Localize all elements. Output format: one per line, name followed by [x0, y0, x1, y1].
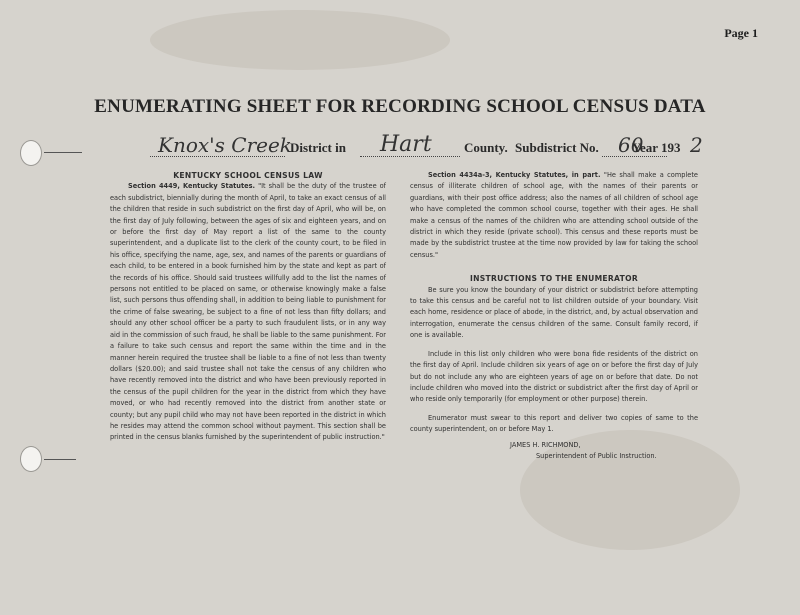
census-law-column	[110, 170, 386, 444]
instructions-paragraph-2: Include in this list only children who were bona fide residents of the district on the first day of April. Include children six years of age on or before the first day of July but do not include any who are eighteen years of age on or before that date. Do not include children who moved into the district or subdistrict after the first day of April or who reside only temporarily (for employment or other purpose) therein.	[410, 349, 698, 404]
section-4449-paragraph	[110, 181, 386, 443]
page-title: ENUMERATING SHEET FOR RECORDING SCHOOL CENSUS DATA	[94, 96, 706, 117]
district-line	[150, 134, 760, 162]
section-4434-lead: Section 4434a-3, Kentucky Statutes, in part.	[428, 171, 601, 179]
county-label: County.	[464, 140, 508, 155]
instructions-column	[410, 170, 698, 462]
section-4434-paragraph	[410, 170, 698, 261]
county-name-field[interactable]: Hart	[380, 132, 432, 157]
page-number: Page 1	[724, 26, 758, 40]
signature-title: Superintendent of Public Instruction.	[536, 451, 657, 460]
subdistrict-label: Subdistrict No.	[515, 140, 599, 155]
year-label: Year 193	[632, 140, 681, 155]
instructions-paragraph-3: Enumerator must swear to this report and deliver two copies of same to the county superintendent, on or before May 1.	[410, 413, 698, 434]
section-4449-body: "It shall be the duty of the trustee of each subdistrict, biennially during the month of April, to take an exact census of all the children that reside in such subdistrict on the first day of April, who will be, on the first day of July following, between the ages of six and eighteen years, and on or before the first day of May report a list of the same to the county superintendent, and a duplicate list to the clerk of the county court, to be filed in his office, specifying the name, age, sex, and names of the parents or guardians of each child, to be entered in a book furnished him by the state and kept as part of the records of his office. Should said trustees willfully add to the list the names of persons not entitled to be placed on same, or otherwise knowingly make a false list, such persons thus offending shall, in addition to being liable to punishment for the crime of false swearing, be subject to a fine of not less than fifty dollars; and should any other school officer be a party to such fraudulent lists, or in any way aid in the commission of such fraud, he shall be liable to the same punishment. For a failure to take such census and report the same within the time and in the manner herein required the trustee shall be liable to a fine of not less than twenty dollars ($20.00); and said trustee shall not take the census of any children who have recently removed into the district and who have been previously reported in the census of the pupil children for the year in the district from which they have moved, or who had recently removed into the district from another state or county; but any pupil child who may not have been reported in the district in which he resides may attend the common school without payment. This section shall be printed in the census blanks furnished by the superintendent of public instruction."	[110, 182, 386, 442]
paper-stain	[150, 10, 450, 70]
punch-hole	[20, 446, 42, 472]
instructions-heading: INSTRUCTIONS TO THE ENUMERATOR	[469, 274, 639, 284]
section-4449-lead: Section 4449, Kentucky Statutes.	[128, 182, 256, 191]
signature-name: JAMES H. RICHMOND,	[510, 440, 581, 449]
punch-line	[44, 152, 82, 153]
year-digit-field[interactable]: 2	[690, 133, 703, 157]
subdistrict-number-field[interactable]: 60	[618, 133, 644, 157]
punch-hole	[20, 140, 42, 166]
punch-line	[44, 459, 76, 460]
section-4434-body: "He shall make a complete census of illiterate children of school age, with the names of their parents or guardians, with their post office address; also the names of all children of school age who have completed the common school course, together with their ages. He shall make a census of the names of the children who are attending school outside of the district in which they reside (private school). This census and these reports must be made by the subdistrict trustee at the time now provided by law for taking the school census."	[410, 171, 698, 259]
district-name-field[interactable]: Knox's Creek	[158, 133, 292, 157]
district-label: District in	[290, 140, 346, 155]
census-law-heading: KENTUCKY SCHOOL CENSUS LAW	[173, 171, 323, 180]
instructions-paragraph-1: Be sure you know the boundary of your district or subdistrict before attempting to take this census and be careful not to list children outside of your boundary. Visit each home, residence or place of abode, in the district, and, by actual observation and interrogation, enumerate the census children of the same. Consult family record, if one is available.	[410, 285, 698, 340]
